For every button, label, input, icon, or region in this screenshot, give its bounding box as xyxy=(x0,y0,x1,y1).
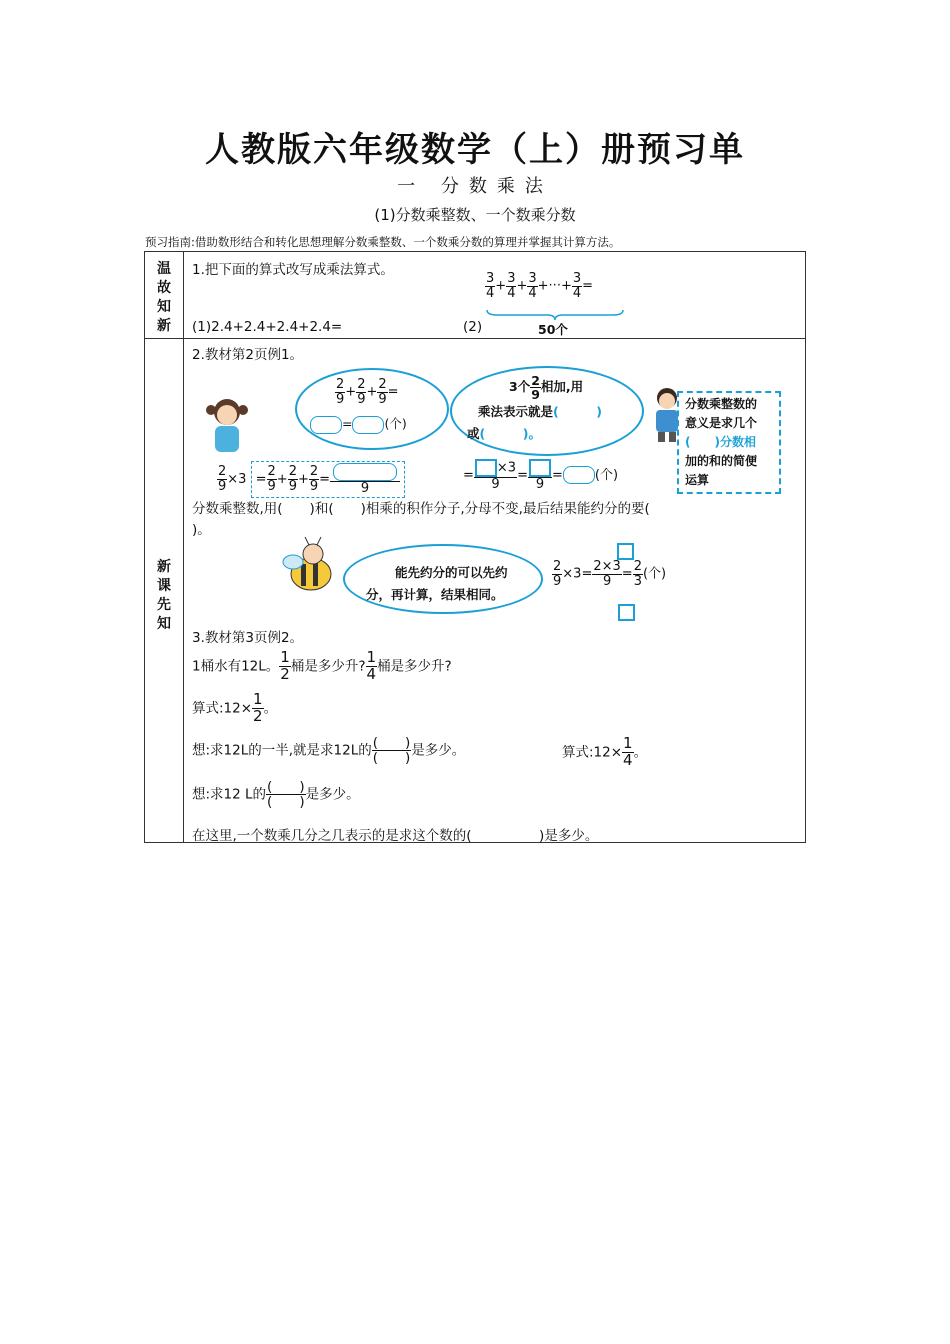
reduction-expression: $\frac{2}{9}$ ×3= $\frac{2\times 3}{9}$ = $\frac{2}{3}$ (个) xyxy=(553,559,667,589)
bubble2-line2: 乘法表示就是( ) xyxy=(478,404,602,419)
blank-fraction: $\frac{( )}{( )}$ xyxy=(267,779,305,811)
answer-blank[interactable] xyxy=(352,416,384,434)
label-char: 新 xyxy=(157,559,171,575)
fraction: $\frac{2}{9}$ xyxy=(218,464,227,494)
rule-line2: )。 xyxy=(192,522,211,538)
label-char: 温 xyxy=(157,261,171,277)
worksheet-table xyxy=(144,251,806,843)
review-section-label xyxy=(145,260,183,336)
label-char: 先 xyxy=(157,597,171,613)
ellipsis: +···+ xyxy=(537,278,572,294)
new-section-label xyxy=(145,558,183,634)
label-char: 故 xyxy=(157,280,171,296)
bee-icon xyxy=(279,536,339,598)
q1-sum-expression: $\frac{3}{4}$ + $\frac{3}{4}$ + $\frac{3}{4}$ +···+ $\frac{3}{4}$ = xyxy=(486,271,594,301)
fraction: $\frac{3}{4}$ xyxy=(486,271,495,301)
q3-prompt: 3.教材第3页例2。 xyxy=(192,630,304,646)
answer-blank[interactable] xyxy=(333,463,397,481)
bee-bubble-line1: 能先约分的可以先约 xyxy=(395,565,508,580)
formula-quarter: 算式:12× $\frac{1}{4}$ 。 xyxy=(562,734,648,769)
column-divider xyxy=(183,252,184,842)
equals-sign: = xyxy=(582,278,594,294)
q1-prompt: 1.把下面的算式改写成乘法算式。 xyxy=(192,262,394,278)
cancel-box[interactable] xyxy=(618,604,635,621)
conclusion: 在这里,一个数乘几分之几表示的是求这个数的( )是多少。 xyxy=(192,828,599,844)
q1-part2: (2) xyxy=(463,319,483,335)
bubble1-answer: = (个) xyxy=(310,414,407,434)
rule-line1: 分数乘整数,用( )和( )相乘的积作分子,分母不变,最后结果能约分的要( xyxy=(192,501,650,517)
formula-half: 算式:12× $\frac{1}{2}$ 。 xyxy=(192,690,278,725)
meaning-callout: 分数乘整数的 意义是求几个 ( )分数相 加的和的简便 运算 xyxy=(677,391,781,494)
answer-blank[interactable] xyxy=(563,466,595,484)
row-divider xyxy=(145,338,805,339)
fraction: $\frac{3}{4}$ xyxy=(528,271,537,301)
fraction: $\frac{2}{9}$ xyxy=(357,377,366,407)
fraction: $\frac{3}{4}$ xyxy=(572,271,582,301)
dashed-box: = $\frac{2}{9}$ + $\frac{2}{9}$ + $\frac{2}{9}$ = 9 xyxy=(251,461,405,498)
bubble2-line1: 3个 $\frac{2}{9}$ 相加,用 xyxy=(509,373,584,403)
blank-fraction: $\frac{( )}{( )}$ xyxy=(372,735,411,767)
unit-title: 一 分数乘法 xyxy=(397,176,553,197)
page-title: 人教版六年级数学（上）册预习单 xyxy=(205,130,745,170)
think-quarter: 想:求12 L的 $\frac{( )}{( )}$ 是多少。 xyxy=(192,779,360,811)
multiplication-expression: $\frac{2}{9}$ ×3 = $\frac{2}{9}$ + $\frac{2}{9}$ + $\frac{2}{9}$ = 9 xyxy=(217,461,405,498)
bubble2-line3: 或( )。 xyxy=(467,426,541,441)
label-char: 新 xyxy=(157,318,171,334)
square-expression: = $\frac{\times 3}{9}$ = 9 = (个) xyxy=(463,460,619,492)
answer-blank[interactable] xyxy=(310,416,342,434)
cancel-box[interactable] xyxy=(617,543,634,560)
label-char: 课 xyxy=(157,578,171,594)
fraction: $\frac{2}{9}$ xyxy=(378,377,387,407)
count-label: 50个 xyxy=(538,322,568,337)
label-char: 知 xyxy=(157,299,171,315)
girl-icon xyxy=(203,394,253,456)
bee-bubble-line2: 分，再计算，结果相同。 xyxy=(366,587,504,602)
fraction: $\frac{3}{4}$ xyxy=(507,271,516,301)
fraction: $\frac{2}{9}$ xyxy=(336,377,345,407)
lesson-title: (1)分数乘整数、一个数乘分数 xyxy=(374,206,576,224)
q2-prompt: 2.教材第2页例1。 xyxy=(192,347,304,363)
q1-part1: (1)2.4+2.4+2.4+2.4= xyxy=(192,319,343,335)
think-half: 想:求12L的一半,就是求12L的 $\frac{( )}{( )}$ 是多少。 xyxy=(192,735,466,767)
bubble1-expression: $\frac{2}{9}$ + $\frac{2}{9}$ + $\frac{2}{9}$ = xyxy=(336,377,399,407)
label-char: 知 xyxy=(157,616,171,632)
preview-guide: 预习指南:借助数形结合和转化思想理解分数乘整数、一个数乘分数的算理并掌握其计算方法。 xyxy=(145,235,621,249)
q3-question: 1桶水有12L。 $\frac{1}{2}$ 桶是多少升? $\frac{1}{4}$ 桶是多少升? xyxy=(192,648,452,683)
